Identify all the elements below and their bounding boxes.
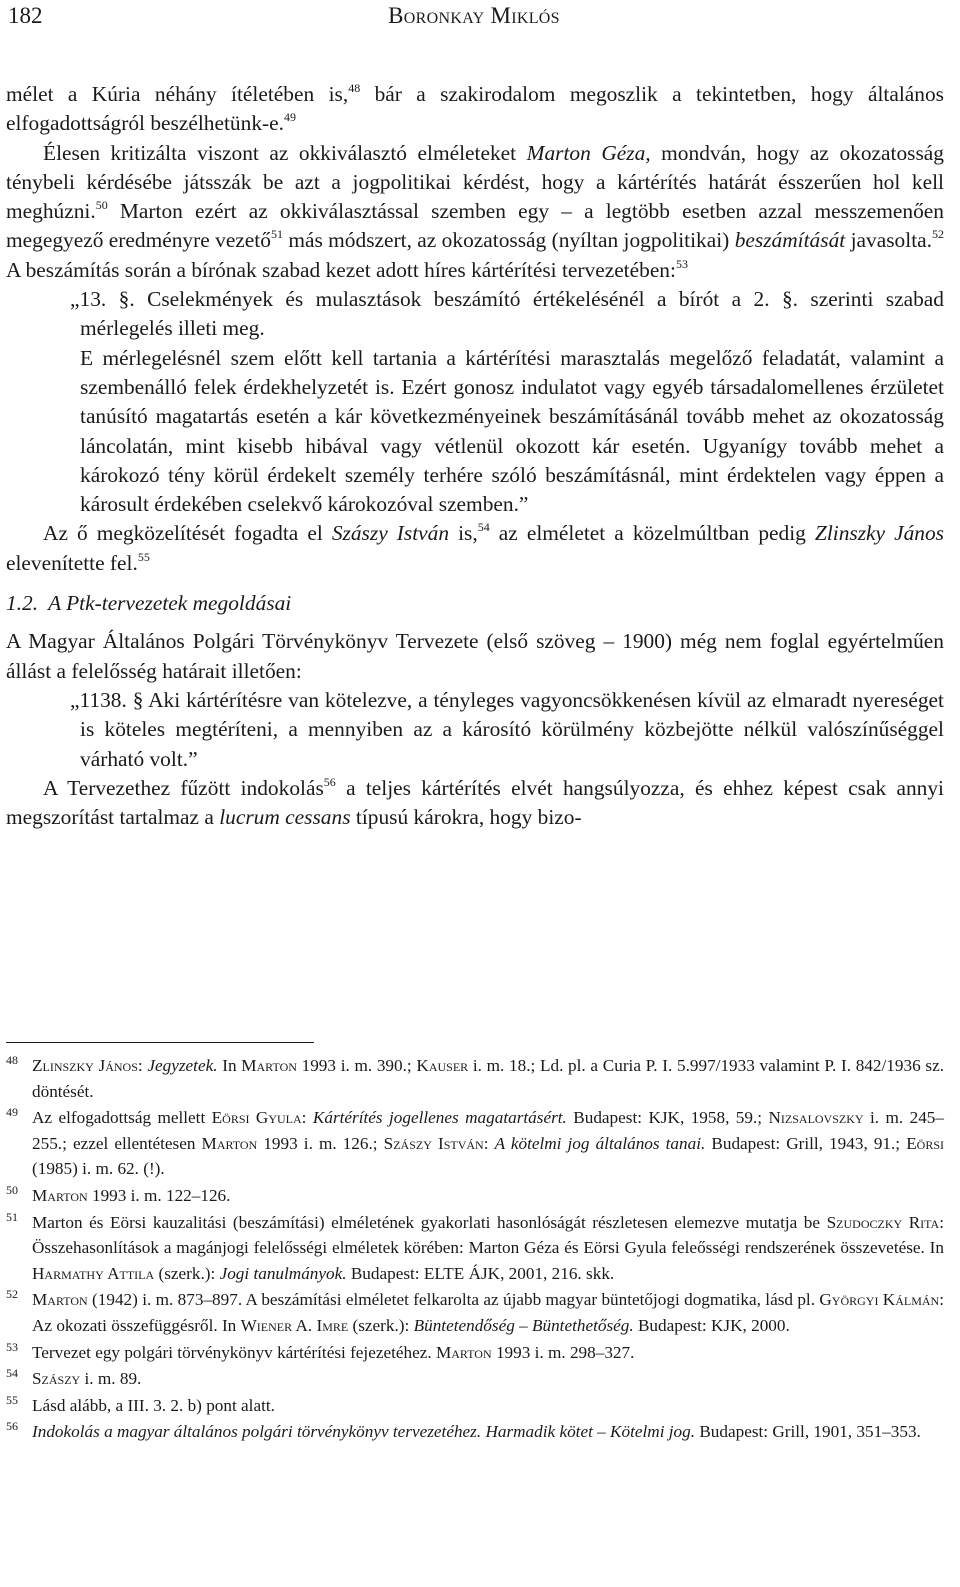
block-quote: „1138. § Aki kártérítésre van kötelezve, a tényleges vagyoncsökkenésen kívül az elmaradt nyereséget is köteles megtéríteni, a mennyiben az a károsító körülmény közbejötte nélkül valószínűséggel várható volt.” [70,687,944,771]
section-number: 1.2. [6,591,39,616]
paragraph [6,519,944,578]
footnote-number: 55 [6,1392,18,1407]
text-run: (szerk.): [154,1263,220,1283]
text-run: is, [449,521,478,546]
footnote-number: 51 [6,1209,18,1224]
text-run: Az elfogadottság mellett [32,1108,212,1128]
footnote-number: 48 [6,1053,18,1067]
text-run: Lásd alább, a III. 3. 2. b) pont alatt. [32,1395,275,1415]
footnote-52 [6,1287,944,1338]
text-run: Marton és Eörsi kauzalitási (beszámítási) elméletének gyakorlati hasonlóságát részletesen elemezve mutatja be [32,1212,827,1232]
work-title: Jegyzetek. [147,1056,218,1075]
text-run: elevenítette fel. [6,550,138,575]
footnote-number: 53 [6,1339,18,1354]
footnote-53 [6,1340,944,1366]
text-run: más módszert, az okozatosság (nyíltan jogpolitikai) [282,228,735,253]
text-run: Marton ezért az okkiválasztással szemben egy – a legtöbb esetben azzal messzemenően megegyező eredményre vezető [6,199,944,253]
running-head-author: Boronkay Miklós [388,3,560,28]
author-name: Zlinszky János [32,1056,138,1075]
text-run: Budapest: KJK, 1958, 59.; [566,1108,769,1128]
text-run: 1993 i. m. 126.; [257,1133,384,1153]
footnote-number: 52 [6,1287,18,1302]
paragraph [6,139,944,285]
footnote-separator [6,1042,314,1043]
italic-term: lucrum cessans [219,805,351,830]
text-run: : [301,1108,313,1128]
author-name: Marton [201,1133,258,1153]
text-run: Budapest: ELTE ÁJK, 2001, 216. skk. [346,1263,615,1283]
person-name: Marton Géza, [526,140,651,165]
paragraph: A Magyar Általános Polgári Törvénykönyv Tervezete (első szöveg – 1900) még nem foglal egyértelműen állást a felelősség határait illetően: [6,629,944,683]
text-run: (1942) i. m. 873–897. A beszámítási elméletet felkarolta az újabb magyar büntetőjogi dogmatika, lásd pl. [87,1290,820,1310]
footnote-ref[interactable]: 52 [931,227,944,242]
author-name: Szudoczky Rita [826,1212,940,1232]
footnote-55 [6,1393,944,1419]
author-name: Szászy [32,1369,81,1389]
footnote-number: 56 [6,1419,18,1434]
text-run: 1993 i. m. 298–327. [491,1342,635,1362]
footnote-48 [6,1053,944,1104]
footnote-number: 49 [6,1105,18,1120]
author-name: Nizsalovszky [768,1108,864,1128]
footnote-51 [6,1210,944,1287]
footnote-49 [6,1105,944,1182]
running-header [4,0,944,34]
text-run: : Az okozati összefüggésről. In [32,1290,944,1335]
paragraph [6,774,944,833]
author-name: Marton [32,1290,88,1310]
person-name: Zlinszky János [814,521,945,546]
author-name: Marton [435,1342,492,1362]
body-text [6,80,944,832]
person-name: Szászy István [331,521,450,546]
text-run: mondván, hogy az okozatosság ténybeli kérdésébe játsszák be azt a jogpolitikai kérdést, hogy a kártérítés határát ésszerűen hol kell meghúzni. [6,140,944,224]
author-name: Marton [32,1185,88,1205]
footnote-56 [6,1419,944,1445]
footnote-ref[interactable]: 50 [95,198,108,213]
text-run: Élesen kritizálta viszont az okkiválasztó elméleteket [43,140,527,165]
footnote-ref[interactable]: 53 [675,256,688,271]
text-run: i. m. 89. [80,1369,142,1389]
text-run: A beszámítás során a bírónak szabad kezet adott híres kártérítési tervezetében: [6,257,676,282]
footnote-number: 50 [6,1182,18,1197]
author-name: Eörsi [906,1133,945,1153]
work-title: Büntetendőség – Büntethetőség. [413,1315,634,1335]
author-name: Györgyi Kálmán [819,1290,940,1310]
author-name: Kauser [416,1056,469,1075]
footnote-ref[interactable]: 49 [283,110,296,125]
section-title: A Ptk-tervezetek megoldásai [48,591,292,616]
author-name: Marton [241,1056,297,1075]
author-name: Wiener A. Imre [240,1315,349,1335]
text-run: : [483,1133,495,1153]
text-run: 1993 i. m. 122–126. [87,1185,231,1205]
block-quote: E mérlegelésnél szem előtt kell tartania a kártérítési marasztalás megelőző feladatát, valamint a szembenálló felek érdekhelyzetét is. Ezért gonosz indulatot vagy egyéb társadalomellenes érzületet tanúsító magatartás esetén a kár következményeinek beszámításánál tovább mehet az okozatosság láncolatán, mint kisebb hibával vagy vétlenül okozott kár esetén. Ugyanígy tovább mehet a károkozó tény körül érdekelt személy terhére szóló beszámításnál, mint érdektelen vagy éppen a károsult érdekében cselekvő károkozóval szemben.” [80,345,944,517]
text-run: javasolta. [845,228,932,253]
footnote-ref[interactable]: 48 [348,80,361,95]
text-run: i. m. 245–255.; ezzel ellentétesen [32,1108,944,1153]
text-run: Az ő megközelítését fogadta el [43,521,332,546]
author-name: Szászy István [383,1133,484,1153]
work-title: Indokolás a magyar általános polgári törvénykönyv tervezetéhez. Harmadik kötet – Kötelmi jog. [32,1422,696,1442]
footnote-ref[interactable]: 55 [137,549,150,564]
footnote-ref[interactable]: 56 [323,774,336,789]
text-run: Budapest: Grill, 1943, 91.; [705,1133,907,1153]
footnote-54 [6,1366,944,1392]
author-name: Harmathy Attila [32,1263,155,1283]
work-title: Jogi tanulmányok. [219,1263,347,1283]
text-run: i. m. 18.; Ld. pl. a Curia P. I. 5.997/1933 valamint P. I. 842/1936 sz. döntését. [32,1056,944,1101]
text-run: Tervezet egy polgári törvénykönyv kártérítési fejezetéhez. [32,1342,436,1362]
footnote-number: 54 [6,1366,18,1381]
text-run: Budapest: Grill, 1901, 351–353. [695,1422,921,1442]
text-run: bár a szakirodalom megoszlik a tekintetben, hogy általános elfogadottságról beszélhetünk-e. [6,82,944,136]
text-run: A Tervezethez fűzött indokolás [43,775,324,800]
work-title: Kártérítés jogellenes magatartásért. [312,1108,567,1128]
footnotes [6,1053,944,1446]
paragraph [6,80,944,139]
text-run: : [137,1056,148,1075]
text-run: 1993 i. m. 390.; [296,1056,417,1075]
footnote-50 [6,1183,944,1209]
text-run: az elméletet a közelmúltban pedig [489,521,815,546]
text-run: (1985) i. m. 62. (!). [32,1159,165,1179]
text-run: mélet a Kúria néhány ítéletében is, [6,82,349,106]
footnote-ref[interactable]: 54 [477,520,490,535]
footnote-ref[interactable]: 51 [270,227,283,242]
text-run: típusú károkra, hogy bizo- [350,805,582,830]
italic-term: beszámítását [734,228,846,253]
text-run: In [217,1056,242,1075]
work-title: A kötelmi jog általános tanai. [494,1133,706,1153]
text-run: Budapest: KJK, 2000. [633,1315,790,1335]
block-quote: „13. §. Cselekmények és mulasztások beszámító értékelésénél a bírót a 2. §. szerinti szabad mérlegelés illeti meg. [70,287,944,341]
section-heading [6,589,944,618]
text-run: : Összehasonlítások a magánjogi felelősségi elméletek körében: Marton Géza és Eörsi Gyula feleősségi rendszerének összevetése. In [32,1212,944,1258]
page-number: 182 [8,3,43,28]
text-run: (szerk.): [348,1315,414,1335]
text-run: a teljes kártérítés elvét hangsúlyozza, és ehhez képest csak annyi megszorítást tartalmaz a [6,775,944,830]
author-name: Eörsi Gyula [211,1108,302,1128]
